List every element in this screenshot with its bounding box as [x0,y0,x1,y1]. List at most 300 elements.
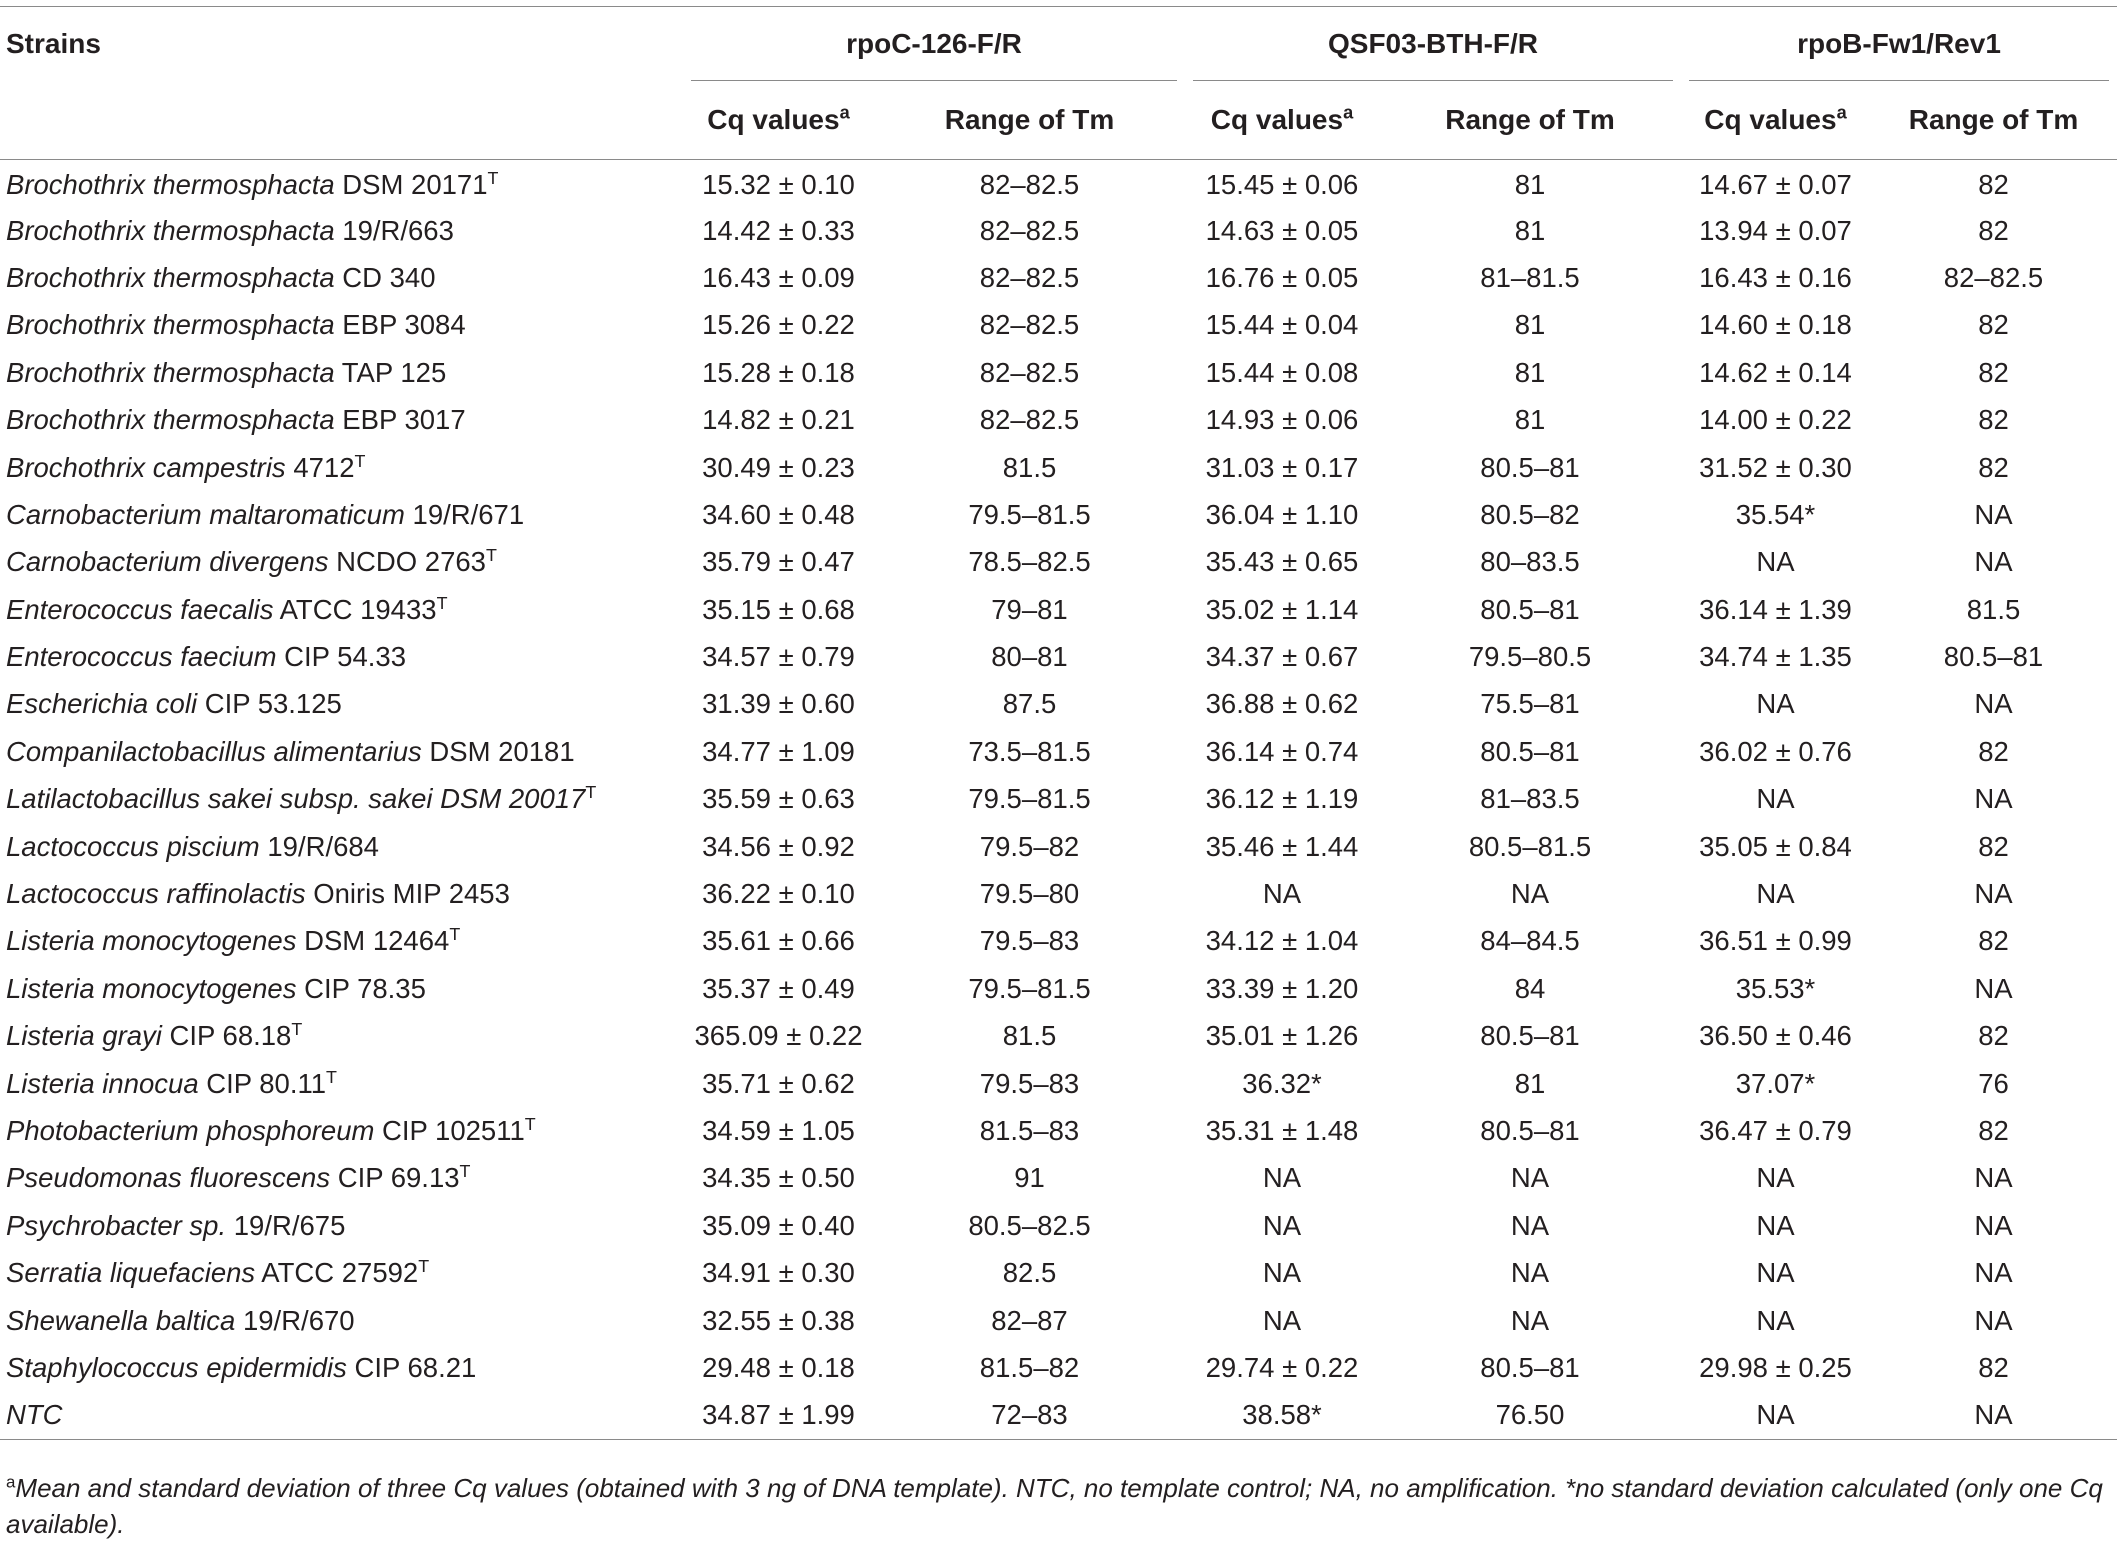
cq-value-cell: NA [1756,1257,1795,1289]
tm-range-cell: 73.5–81.5 [968,735,1091,767]
cq-value-cell: 35.31 ± 1.48 [1205,1115,1359,1146]
tm-range-cell: 81 [1514,309,1546,341]
tm-range-cell: 80.5–81.5 [1468,830,1592,862]
cq-value-cell: 36.50 ± 0.46 [1699,1020,1852,1052]
strain-name-cell [0,1107,683,1154]
sub-header-tm: Range of Tm [1908,104,2079,135]
tm-range-cell: 81 [1514,356,1546,388]
strain-name-cell [0,1392,683,1439]
cq-value-cell: 34.87 ± 1.99 [702,1399,855,1431]
table-footnote [6,1470,2106,1542]
cq-value-cell: 365.09 ± 0.22 [694,1020,863,1052]
tm-range-cell: NA [1974,783,2013,815]
tm-range-cell: 81–83.5 [1480,783,1580,815]
strain-species: Enterococcus faecium [6,641,277,673]
strain-name-cell [0,444,683,491]
cq-value-cell: 15.45 ± 0.06 [1205,169,1359,201]
tm-range-cell: NA [1974,1304,2013,1336]
tm-range-cell: 81 [1514,214,1546,246]
table-row [0,681,2117,728]
cq-value-cell: NA [1756,783,1795,815]
tm-range-cell: 79.5–83 [979,1067,1080,1099]
header-row-groups [0,7,2117,82]
strain-species: Lactococcus piscium [6,830,260,862]
cq-value-cell: 35.01 ± 1.26 [1205,1020,1359,1052]
cq-value-cell: 35.61 ± 0.66 [702,925,855,957]
strain-identifier: CIP 80.11 [198,1067,327,1099]
tm-range-cell: 82 [1978,404,2009,436]
tm-range-cell: NA [1510,878,1550,910]
tm-range-cell: 80.5–81 [1943,641,2044,673]
strain-species: Latilactobacillus sakei subsp. sakei DSM 20017 [6,783,586,815]
cq-value-cell: 35.09 ± 0.40 [702,1209,855,1241]
strain-identifier: DSM 20171 [334,169,488,201]
cq-value-cell: 29.48 ± 0.18 [702,1351,855,1383]
tm-range-cell: 82 [1978,830,2009,862]
tm-range-cell: 76 [1978,1067,2009,1099]
cq-value-cell: 34.12 ± 1.04 [1205,925,1359,957]
type-strain-marker: T [585,782,597,803]
tm-range-cell: 82–82.5 [979,356,1080,388]
table-row [0,1013,2117,1060]
strain-identifier: EBP 3017 [334,404,466,436]
strain-name-cell [0,1202,683,1249]
table-row [0,302,2117,349]
strain-species: Enterococcus faecalis [6,593,274,625]
tm-range-cell: 80.5–81 [1480,593,1580,625]
cq-value-cell: 32.55 ± 0.38 [702,1304,855,1336]
cq-value-cell: NA [1756,878,1795,910]
table-row [0,539,2117,586]
strain-name-cell [0,918,683,965]
cq-value-cell: 35.53* [1735,972,1816,1004]
tm-range-cell: 80.5–81 [1480,1115,1580,1146]
cq-value-cell: NA [1756,1162,1795,1194]
cq-value-cell: 34.60 ± 0.48 [702,498,855,530]
cq-value-cell: NA [1756,1209,1795,1241]
cq-value-cell: 14.62 ± 0.14 [1699,356,1852,388]
strain-species: Pseudomonas fluorescens [6,1162,331,1194]
strain-identifier: CD 340 [334,261,436,293]
strain-name-cell [0,776,683,823]
strain-name-cell [0,1297,683,1344]
group-header-label: QSF03-BTH-F/R [1328,28,1538,59]
cq-value-cell: 31.52 ± 0.30 [1699,451,1852,483]
strain-species: Brochothrix thermosphacta [6,356,335,388]
tm-range-cell: 81.5 [1966,593,2021,625]
cq-value-cell: NA [1262,1209,1302,1241]
tm-range-cell: 82 [1978,169,2009,201]
cq-value-cell: NA [1262,878,1302,910]
tm-range-cell: 82 [1978,925,2009,957]
cq-value-cell: 36.22 ± 0.10 [702,878,855,910]
sub-header-tm: Range of Tm [1445,104,1615,135]
table-row [0,823,2117,870]
strain-name-cell [0,207,683,254]
cq-value-cell: 30.49 ± 0.23 [702,451,855,483]
table-row [0,1297,2117,1344]
table-row [0,1344,2117,1391]
tm-range-cell: NA [1974,878,2013,910]
strains-header: Strains [6,28,101,59]
cq-value-cell: 35.15 ± 0.68 [702,593,855,625]
tm-range-cell: 80–81 [991,641,1068,673]
cq-value-cell: 34.77 ± 1.09 [702,735,855,767]
strain-name-cell [0,681,683,728]
tm-range-cell: 82 [1978,1351,2009,1383]
strain-species: Carnobacterium maltaromaticum [6,498,405,530]
tm-range-cell: 79–81 [991,593,1068,625]
cq-value-cell: 29.74 ± 0.22 [1205,1351,1359,1383]
strain-name-cell [0,586,683,633]
strain-identifier: 19/R/670 [235,1304,355,1336]
type-strain-marker: T [291,1019,303,1040]
footnote-marker: a [1836,102,1847,123]
cq-value-cell: 35.46 ± 1.44 [1205,830,1359,862]
cq-value-cell: 36.14 ± 1.39 [1699,593,1852,625]
tm-range-cell: 80.5–82 [1480,498,1580,530]
cq-value-cell: 35.59 ± 0.63 [702,783,855,815]
tm-range-cell: 78.5–82.5 [968,546,1091,578]
cq-value-cell: 33.39 ± 1.20 [1205,972,1359,1004]
tm-range-cell: 82–87 [991,1304,1068,1336]
tm-range-cell: NA [1974,1257,2013,1289]
tm-range-cell: 80.5–81 [1480,1351,1580,1383]
tm-range-cell: 82–82.5 [979,404,1080,436]
tm-range-cell: 80.5–81 [1480,1020,1580,1052]
tm-range-cell: 79.5–81.5 [968,783,1091,815]
table-row [0,633,2117,680]
cq-value-cell: 35.43 ± 0.65 [1205,546,1359,578]
cq-value-cell: 16.76 ± 0.05 [1205,261,1359,293]
tm-range-cell: 81.5 [1002,451,1057,483]
strain-species: Psychrobacter sp. [6,1209,227,1241]
tm-range-cell: 91 [1014,1162,1045,1194]
tm-range-cell: 75.5–81 [1480,688,1580,720]
tm-range-cell: 82–82.5 [979,214,1080,246]
strain-name-cell [0,823,683,870]
type-strain-marker: T [524,1113,536,1134]
cq-value-cell: 14.93 ± 0.06 [1205,404,1359,436]
cq-value-cell: 35.05 ± 0.84 [1699,830,1852,862]
table-row [0,870,2117,917]
table-row [0,586,2117,633]
strain-species: Listeria monocytogenes [6,925,297,957]
cq-value-cell: 35.54* [1735,498,1816,530]
cq-value-cell: 34.57 ± 0.79 [702,641,855,673]
tm-range-cell: 82 [1978,451,2009,483]
group-header-label: rpoB-Fw1/Rev1 [1797,28,2001,59]
group-header-qsf03 [1185,7,1681,82]
strain-identifier: CIP 68.18 [161,1020,292,1052]
table-body [0,160,2117,1446]
table-row [0,491,2117,538]
table-row [0,396,2117,443]
tm-range-cell: 82 [1978,1115,2009,1146]
tm-range-cell: NA [1510,1304,1550,1336]
strain-identifier: CIP 102511 [374,1115,525,1146]
cq-value-cell: 36.14 ± 0.74 [1205,735,1359,767]
tm-range-cell: 79.5–81.5 [968,498,1091,530]
cq-value-cell: 15.44 ± 0.08 [1205,356,1359,388]
cq-value-cell: 15.32 ± 0.10 [702,169,855,201]
strain-name-cell [0,1155,683,1202]
table-row [0,207,2117,254]
tm-range-cell: NA [1974,546,2013,578]
cq-value-cell: 37.07* [1735,1067,1816,1099]
cq-value-cell: 38.58* [1242,1399,1322,1431]
cq-value-cell: 15.44 ± 0.04 [1205,309,1359,341]
strain-identifier: 19/R/675 [226,1209,346,1241]
strain-name-cell [0,491,683,538]
tm-range-cell: NA [1510,1162,1550,1194]
table-row [0,1060,2117,1107]
cq-value-cell: 15.26 ± 0.22 [702,309,855,341]
cq-value-cell: 36.02 ± 0.76 [1699,735,1852,767]
strain-species: Photobacterium phosphoreum [6,1115,375,1146]
cq-value-cell: 34.37 ± 0.67 [1205,641,1359,673]
tm-range-cell: 81 [1514,1067,1546,1099]
sub-header-label: Cq values [707,104,840,135]
tm-range-cell: 79.5–80.5 [1468,641,1592,673]
group-header-label: rpoC-126-F/R [846,28,1022,59]
cq-value-cell: NA [1756,1399,1795,1431]
tm-range-cell: NA [1974,972,2013,1004]
strain-species: Staphylococcus epidermidis [6,1351,347,1383]
strain-identifier: CIP 78.35 [296,972,426,1004]
tm-range-cell: 79.5–81.5 [968,972,1091,1004]
table-row [0,728,2117,775]
cq-value-cell: 14.82 ± 0.21 [702,404,855,436]
strain-species: Shewanella baltica [6,1304,236,1336]
strain-name-cell [0,1060,683,1107]
strain-identifier: 19/R/671 [404,498,525,530]
strain-species: Brochothrix thermosphacta [6,261,335,293]
strain-name-cell [0,160,683,207]
strain-identifier: CIP 54.33 [276,641,406,673]
strain-identifier: 19/R/684 [259,830,379,862]
strain-name-cell [0,728,683,775]
bottom-rule [0,1439,2117,1446]
type-strain-marker: T [485,545,497,566]
cq-value-cell: 36.04 ± 1.10 [1205,498,1359,530]
strain-identifier: CIP 53.125 [197,688,342,720]
sub-header-tm: Range of Tm [944,104,1115,135]
cq-value-cell: 34.35 ± 0.50 [702,1162,855,1194]
cq-value-cell: NA [1756,1304,1795,1336]
group-header-rpoc [683,7,1185,82]
tm-range-cell: 82–82.5 [979,309,1080,341]
strain-identifier: ATCC 27592 [255,1257,419,1289]
sub-header-cq [1185,81,1379,160]
type-strain-marker: T [326,1066,337,1087]
strain-name-cell [0,349,683,396]
type-strain-marker: T [459,1161,471,1182]
strain-species: Escherichia coli [6,688,198,720]
strain-name-cell [0,539,683,586]
cq-value-cell: 34.59 ± 1.05 [702,1115,855,1146]
tm-range-cell: NA [1510,1209,1550,1241]
strain-species: Brochothrix thermosphacta [6,169,335,201]
footnote-marker: a [6,1472,16,1492]
sub-header-cq [683,81,874,160]
tm-range-cell: 82.5 [1002,1257,1057,1289]
cq-value-cell: 35.37 ± 0.49 [702,972,855,1004]
cq-value-cell: 35.71 ± 0.62 [702,1067,855,1099]
cq-value-cell: 36.88 ± 0.62 [1205,688,1359,720]
tm-range-cell: 81.5–83 [979,1115,1080,1146]
tm-range-cell: 81.5–82 [979,1351,1080,1383]
table-row [0,965,2117,1012]
strain-species: Brochothrix thermosphacta [6,214,335,246]
tm-range-cell: 80.5–81 [1480,735,1580,767]
strain-name-cell [0,1344,683,1391]
tm-range-cell: 82 [1978,214,2009,246]
strain-identifier: CIP 69.13 [330,1162,460,1194]
tm-range-cell: 82 [1978,1020,2009,1052]
strain-identifier: EBP 3084 [334,309,466,341]
tm-range-cell: 79.5–80 [979,878,1080,910]
sub-header-cq [1681,81,1870,160]
strain-identifier: DSM 12464 [296,925,450,957]
table-row [0,1392,2117,1439]
tm-range-cell: 81 [1514,404,1546,436]
type-strain-marker: T [436,592,448,613]
strain-species: Listeria innocua [6,1067,199,1099]
type-strain-marker: T [418,1256,430,1277]
tm-range-cell: NA [1510,1257,1550,1289]
tm-range-cell: 79.5–82 [979,830,1080,862]
strain-identifier: NCDO 2763 [328,546,486,578]
table-row [0,776,2117,823]
cq-value-cell: 36.12 ± 1.19 [1205,783,1359,815]
tm-range-cell: NA [1974,688,2013,720]
tm-range-cell: 84–84.5 [1480,925,1580,957]
table-row [0,1107,2117,1154]
sub-header-blank [0,81,683,160]
tm-range-cell: 80.5–82.5 [968,1209,1091,1241]
tm-range-cell: 72–83 [991,1399,1068,1431]
strain-species: Lactococcus raffinolactis [6,878,306,910]
strain-species: Brochothrix campestris [6,451,286,483]
group-header-rpob [1681,7,2117,82]
table-row [0,254,2117,301]
cq-value-cell: 31.39 ± 0.60 [702,688,855,720]
tm-range-cell: 82–82.5 [979,169,1080,201]
strain-identifier: CIP 68.21 [346,1351,477,1383]
strain-species: Brochothrix thermosphacta [6,404,335,436]
tm-range-cell: NA [1974,498,2013,530]
tm-range-cell: 87.5 [1002,688,1057,720]
tm-range-cell: NA [1974,1399,2013,1431]
table-row [0,444,2117,491]
strain-species: NTC [6,1399,63,1431]
cq-value-cell: 35.02 ± 1.14 [1205,593,1359,625]
table-row [0,349,2117,396]
cq-value-cell: NA [1756,546,1795,578]
strain-species: Carnobacterium divergens [6,546,329,578]
cq-value-cell: 14.63 ± 0.05 [1205,214,1359,246]
cq-value-cell: NA [1262,1257,1302,1289]
tm-range-cell: 84 [1514,972,1546,1004]
strain-identifier: 4712 [285,451,355,483]
cq-value-cell: NA [1262,1162,1302,1194]
tm-range-cell: 82 [1978,309,2009,341]
type-strain-marker: T [487,168,499,189]
tm-range-cell: 80.5–81 [1480,451,1580,483]
cq-value-cell: NA [1756,688,1795,720]
cq-value-cell: 14.60 ± 0.18 [1699,309,1852,341]
tm-range-cell: 82 [1978,356,2009,388]
type-strain-marker: T [354,450,366,471]
tm-range-cell: 81–81.5 [1480,261,1580,293]
strain-identifier: Oniris MIP 2453 [305,878,510,910]
cq-value-cell: NA [1262,1304,1302,1336]
cq-value-cell: 14.42 ± 0.33 [702,214,855,246]
tm-range-cell: 82 [1978,735,2009,767]
header-row-subcolumns [0,81,2117,160]
cq-value-cell: 35.79 ± 0.47 [702,546,855,578]
tm-range-cell: 79.5–83 [979,925,1080,957]
footnote-marker: a [1343,102,1354,123]
cq-value-cell: 34.56 ± 0.92 [702,830,855,862]
cq-value-cell: 31.03 ± 0.17 [1205,451,1359,483]
table-row [0,1202,2117,1249]
table-row [0,1155,2117,1202]
strain-species: Listeria grayi [6,1020,162,1052]
footnote-text: Mean and standard deviation of three Cq values (obtained with 3 ng of DNA template). NTC, no template control; NA, no amplification. *no standard deviation calculated (only one Cq available). [6,1473,2103,1539]
strain-identifier: 19/R/663 [334,214,454,246]
cq-value-cell: 36.32* [1242,1067,1322,1099]
tm-range-cell: 76.50 [1495,1399,1565,1431]
strain-name-cell [0,302,683,349]
type-strain-marker: T [449,924,461,945]
cq-value-cell: 13.94 ± 0.07 [1699,214,1852,246]
strain-name-cell [0,633,683,680]
cq-value-cell: 14.00 ± 0.22 [1699,404,1852,436]
tm-range-cell: NA [1974,1162,2013,1194]
sub-header-label: Cq values [1210,104,1344,135]
table-row [0,918,2117,965]
tm-range-cell: NA [1974,1209,2013,1241]
sub-header-label: Cq values [1704,104,1837,135]
strain-name-cell [0,1013,683,1060]
tm-range-cell: 81.5 [1002,1020,1057,1052]
footnote-marker: a [839,102,850,123]
tm-range-cell: 81 [1514,169,1546,201]
cq-value-cell: 16.43 ± 0.09 [702,261,855,293]
strain-name-cell [0,396,683,443]
tm-range-cell: 82–82.5 [1943,261,2044,293]
cq-value-cell: 15.28 ± 0.18 [702,356,855,388]
strain-identifier: TAP 125 [334,356,447,388]
cq-value-cell: 34.74 ± 1.35 [1699,641,1852,673]
strain-species: Brochothrix thermosphacta [6,309,335,341]
strain-name-cell [0,965,683,1012]
strain-identifier: ATCC 19433 [273,593,437,625]
tm-range-cell: 80–83.5 [1480,546,1580,578]
strain-identifier: DSM 20181 [421,735,575,767]
cq-value-cell: 34.91 ± 0.30 [702,1257,855,1289]
strain-name-cell [0,870,683,917]
strain-species: Listeria monocytogenes [6,972,297,1004]
tm-range-cell: 82–82.5 [979,261,1080,293]
cq-value-cell: 29.98 ± 0.25 [1699,1351,1852,1383]
strain-species: Companilactobacillus alimentarius [6,735,422,767]
cq-value-cell: 36.51 ± 0.99 [1699,925,1852,957]
cq-value-cell: 14.67 ± 0.07 [1699,169,1852,201]
cq-value-cell: 16.43 ± 0.16 [1699,261,1852,293]
